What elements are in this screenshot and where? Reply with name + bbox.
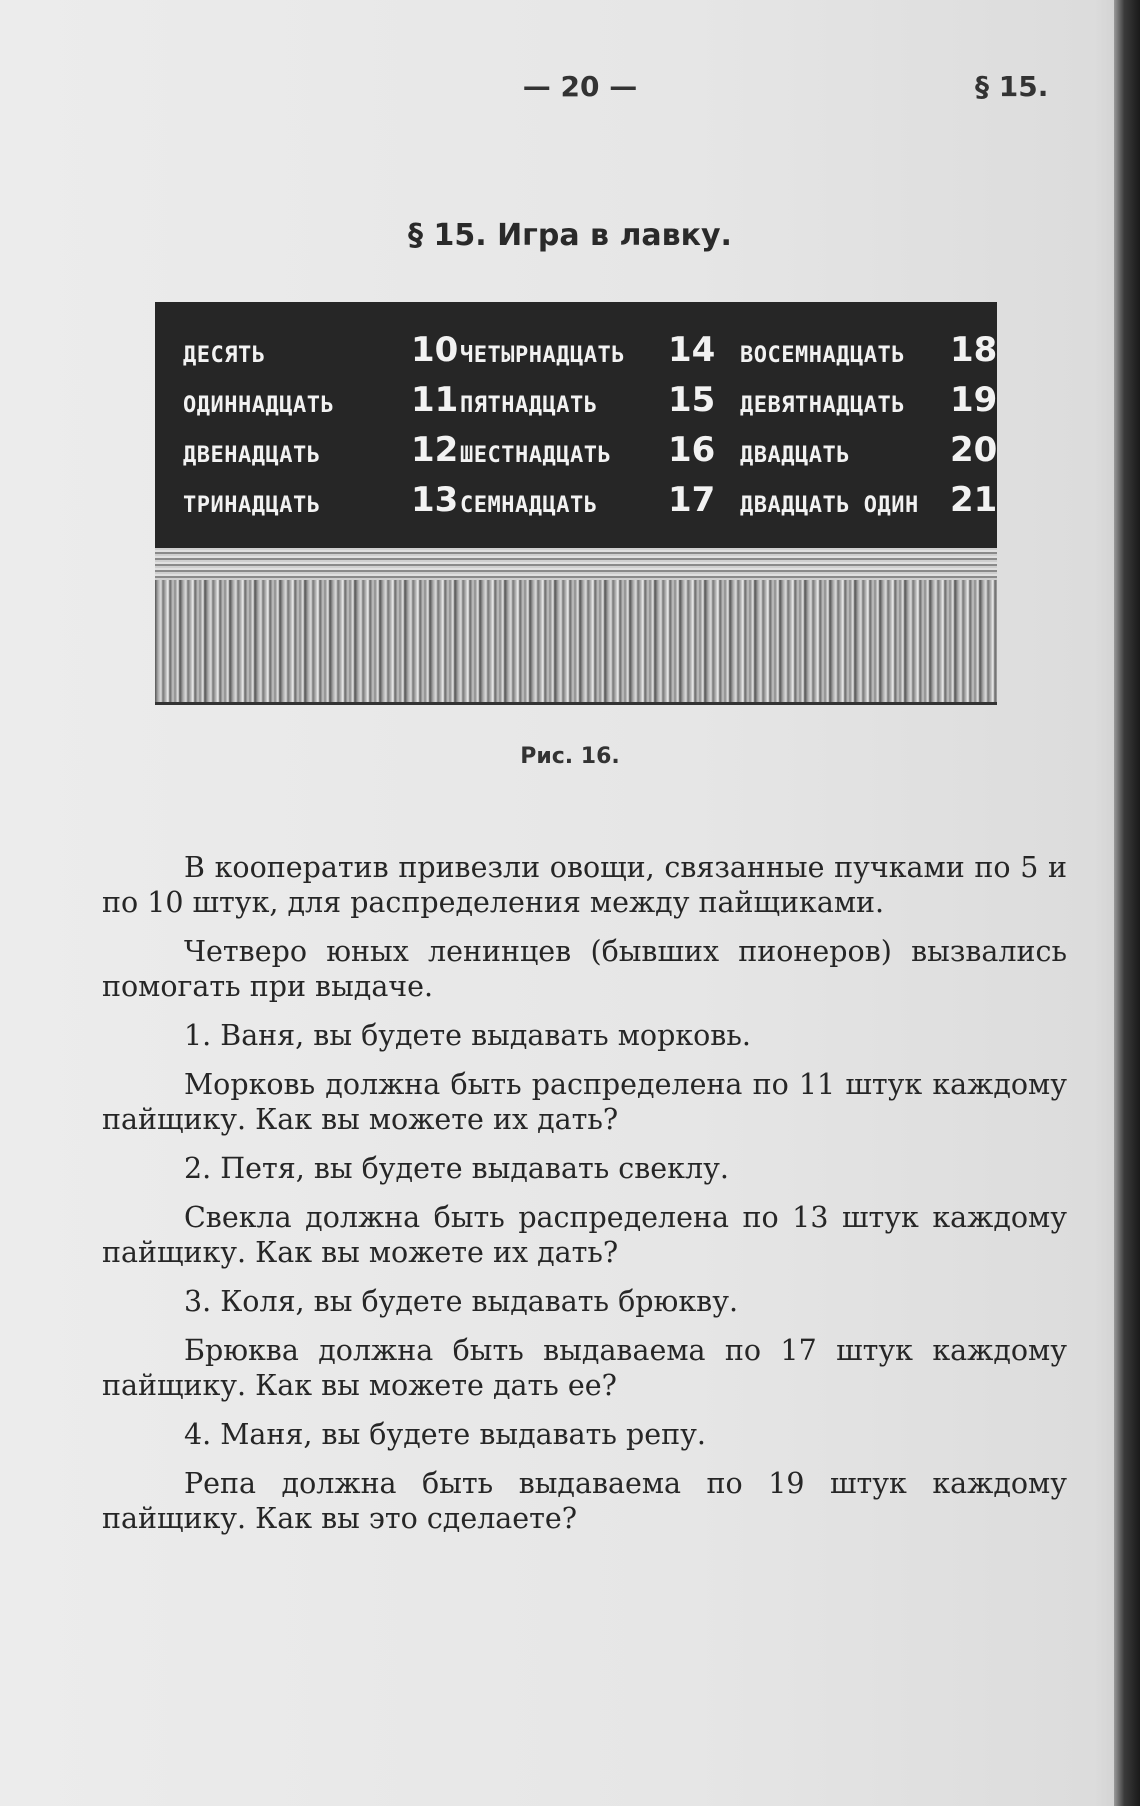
board-item-17 [460, 480, 716, 522]
board-item-21 [740, 480, 998, 522]
board-word: ВОСЕМНАДЦАТЬ [740, 343, 905, 368]
counter-rail [155, 548, 997, 580]
board-item-14 [460, 330, 716, 372]
counter-slats [155, 580, 997, 705]
board-item-16 [460, 430, 716, 472]
running-section-mark: § 15. [975, 70, 1049, 103]
paragraph: Репа должна быть выдаваема по 19 штук каждому пайщику. Как вы это сделаете? [102, 1467, 1067, 1535]
page-number: — 20 — [522, 70, 638, 103]
board-number: 20 [950, 430, 998, 470]
board-number: 11 [411, 380, 459, 420]
board-number: 15 [668, 380, 716, 420]
paragraph: В кооператив привезли овощи, связанные пучками по 5 и по 10 штук, для распределения между пайщиками. [102, 851, 1067, 919]
paragraph: Свекла должна быть распределена по 13 штук каждому пайщику. Как вы можете их дать? [102, 1201, 1067, 1269]
board-word: ЧЕТЫРНАДЦАТЬ [460, 343, 625, 368]
paragraph: Морковь должна быть распределена по 11 штук каждому пайщику. Как вы можете их дать? [102, 1068, 1067, 1136]
blackboard [155, 302, 997, 548]
board-number: 21 [950, 480, 998, 520]
book-spine-shadow [1114, 0, 1140, 1806]
board-number: 12 [411, 430, 459, 470]
board-word: ОДИННАДЦАТЬ [183, 393, 335, 418]
board-number: 19 [950, 380, 998, 420]
board-word: ДВАДЦАТЬ ОДИН [740, 493, 919, 518]
board-word: ДВЕНАДЦАТЬ [183, 443, 321, 468]
board-word: СЕМНАДЦАТЬ [460, 493, 598, 518]
paragraph: Брюква должна быть выдаваема по 17 штук каждому пайщику. Как вы можете дать ее? [102, 1334, 1067, 1402]
page-header [0, 70, 1140, 110]
section-title: § 15. Игра в лавку. [408, 218, 732, 253]
task-heading: 3. Коля, вы будете выдавать брюкву. [184, 1285, 739, 1318]
board-number: 18 [950, 330, 998, 370]
task-heading: 4. Маня, вы будете выдавать репу. [184, 1418, 706, 1451]
board-number: 16 [668, 430, 716, 470]
board-item-13 [183, 480, 459, 522]
figure-shop-board [155, 302, 997, 702]
board-word: ШЕСТНАДЦАТЬ [460, 443, 612, 468]
board-item-15 [460, 380, 716, 422]
board-item-18 [740, 330, 998, 372]
board-number: 13 [411, 480, 459, 520]
body-text [102, 850, 1067, 1550]
board-word: ТРИНАДЦАТЬ [183, 493, 321, 518]
board-word: ДВАДЦАТЬ [740, 443, 850, 468]
board-item-19 [740, 380, 998, 422]
board-item-11 [183, 380, 459, 422]
board-word: ДЕВЯТНАДЦАТЬ [740, 393, 905, 418]
board-item-10 [183, 330, 459, 372]
board-number: 10 [411, 330, 459, 370]
board-number: 14 [668, 330, 716, 370]
task-heading: 1. Ваня, вы будете выдавать морковь. [184, 1019, 751, 1052]
board-item-20 [740, 430, 998, 472]
board-item-12 [183, 430, 459, 472]
figure-caption: Рис. 16. [520, 744, 620, 769]
board-word: ПЯТНАДЦАТЬ [460, 393, 598, 418]
board-word: ДЕСЯТЬ [183, 343, 266, 368]
task-heading: 2. Петя, вы будете выдавать свеклу. [184, 1152, 729, 1185]
board-number: 17 [668, 480, 716, 520]
paragraph: Четверо юных ленинцев (бывших пионеров) вызвались помогать при выдаче. [102, 935, 1067, 1003]
